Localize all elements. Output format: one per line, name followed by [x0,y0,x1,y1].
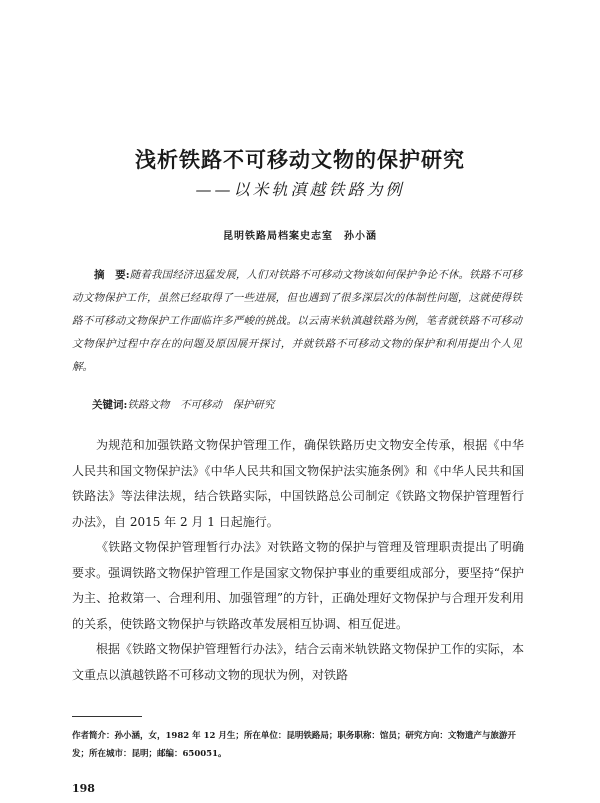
body-paragraph: 《铁路文物保护管理暂行办法》对铁路文物的保护与管理及管理职责提出了明确要求。强调铁路文物保护管理工作是国家文物保护事业的重要组成部分，要坚持“保护为主、抢救第一、合理利用、加强管理”的方针，正确处理好文物保护与合理开发利用的关系，使铁路文物保护与铁路改革发展相互协调、相互促进。 [72,540,524,631]
abstract [72,264,522,379]
keywords-text: 铁路文物 不可移动 保护研究 [127,399,275,411]
abstract-label: 摘 要: [94,269,130,281]
body-paragraph: 根据《铁路文物保护管理暂行办法》，结合云南米轨铁路文物保护工作的实际，本文重点以滇越铁路不可移动文物的现状为例，对铁路 [72,642,524,682]
article-title: 浅析铁路不可移动文物的保护研究 [135,147,465,172]
body-paragraph: 为规范和加强铁路文物保护管理工作，确保铁路历史文物安全传承，根据《中华人民共和国文物保护法》《中华人民共和国文物保护法实施条例》和《中华人民共和国铁路法》等法律法规，结合铁路实际，中国铁路总公司制定《铁路文物保护管理暂行办法》，自 2015 年 2 月 1 日起施行。 [72,438,524,529]
abstract-text: 随着我国经济迅猛发展，人们对铁路不可移动文物该如何保护争论不休。铁路不可移动文物保护工作，虽然已经取得了一些进展，但也遇到了很多深层次的体制性问题，这就使得铁路不可移动文物保护工作面临许多严峻的挑战。以云南米轨滇越铁路为例，笔者就铁路不可移动文物保护过程中存在的问题及原因展开探讨，并就铁路不可移动文物的保护和利用提出个人见解。 [72,269,522,373]
keywords [92,397,522,412]
article-subtitle: ——以米轨滇越铁路为例 [195,180,405,199]
author-footnote: 作者简介：孙小涵，女，1982 年 12 月生；所在单位：昆明铁路局；职务职称：馆员；研究方向：文物遗产与旅游开发；所在城市：昆明；邮编：650051。 [72,731,516,759]
author-line: 昆明铁路局档案史志室 孙小涵 [223,231,377,242]
footnote-divider [72,716,142,717]
page-number: 198 [72,782,95,795]
body-text [72,433,524,688]
keywords-label: 关键词: [92,399,128,411]
